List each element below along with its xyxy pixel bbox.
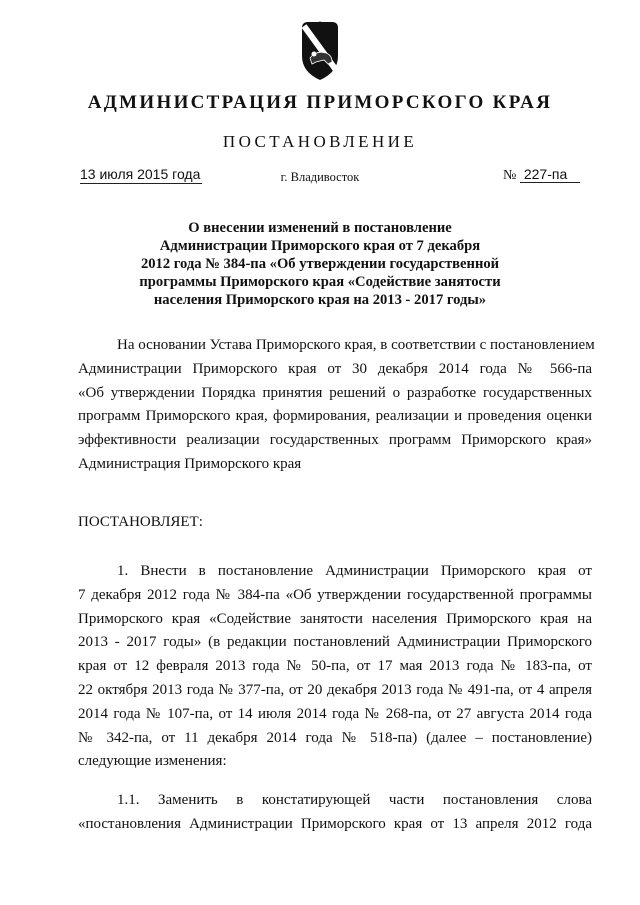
number-value: 227-па	[520, 166, 580, 183]
item-1-paragraph	[78, 560, 592, 774]
item-1-line: 1. Внести в постановление Администрации Приморского края от	[117, 563, 592, 579]
coat-of-arms-icon	[298, 20, 342, 82]
item-1-line: 2014 года № 107-па, от 14 июля 2014 года № 268-па, от 27 августа 2014 года	[78, 705, 592, 722]
title-line: 2012 года № 384-па «Об утверждении государственной	[140, 256, 500, 272]
title-line: О внесении изменений в постановление	[188, 220, 452, 236]
preamble-line: эффективности реализации государственных программ Приморского края»	[78, 432, 592, 449]
preamble-line: Администрация Приморского края	[78, 455, 302, 472]
title-line: программы Приморского края «Содействие занятости	[139, 274, 501, 290]
item-1-line: следующие изменения:	[78, 753, 227, 770]
decree-word-text: ПОСТАНОВЛЯЕТ:	[78, 514, 203, 530]
item-1-1-line: «постановления Администрации Приморского края от 13 апреля 2012 года	[78, 815, 592, 832]
title-line: населения Приморского края на 2013 - 2017 годы»	[153, 292, 487, 308]
document-type: ПОСТАНОВЛЕНИЕ	[222, 132, 418, 151]
decree-word	[78, 511, 592, 535]
organization-name: АДМИНИСТРАЦИЯ ПРИМОРСКОГО КРАЯ	[87, 92, 553, 113]
item-1-line: 7 декабря 2012 года № 384-па «Об утверждении государственной программы	[78, 586, 592, 603]
item-1-line: 22 октября 2013 года № 377-па, от 20 декабря 2013 года № 491-па, от 4 апреля	[78, 681, 592, 698]
preamble-line: На основании Устава Приморского края, в соответствии с постановлением	[117, 337, 595, 353]
document-title	[0, 219, 640, 309]
document-date: 13 июля 2015 года	[80, 166, 201, 182]
item-1-1-line: 1.1. Заменить в констатирующей части постановления слова	[117, 792, 592, 808]
document-number	[503, 166, 580, 184]
document-city: г. Владивосток	[280, 170, 360, 184]
title-line: Администрации Приморского края от 7 декабря	[159, 238, 481, 254]
item-1-1-paragraph	[78, 789, 592, 837]
preamble-line: «Об утверждении Порядка принятия решений о разработке государственных	[78, 384, 592, 401]
preamble-line: Администрации Приморского края от 30 декабря 2014 года № 566-па	[78, 360, 592, 377]
item-1-line: 2013 - 2017 годы» (в редакции постановлений Администрации Приморского	[78, 634, 592, 651]
preamble-line: программ Приморского края, формирования, реализации и проведения оценки	[78, 408, 592, 425]
number-prefix: №	[503, 168, 517, 183]
item-1-line: Приморского края «Содействие занятости населения Приморского края на	[78, 610, 592, 627]
preamble-paragraph	[78, 334, 595, 477]
item-1-line: края от 12 февраля 2013 года № 50-па, от 17 мая 2013 года № 183-па, от	[78, 658, 592, 675]
item-1-line: № 342-па, от 11 декабря 2014 года № 518-па) (далее – постановление)	[78, 729, 592, 746]
